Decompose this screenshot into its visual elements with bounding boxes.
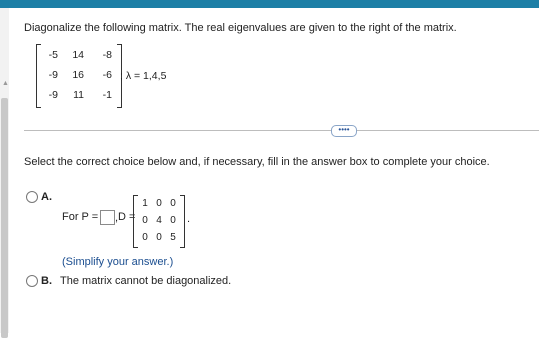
matrix-cell: -8 <box>102 49 112 61</box>
instruction-text: Select the correct choice below and, if necessary, fill in the answer box to complete your choice. <box>24 156 490 168</box>
d-matrix-left-bracket <box>133 195 138 248</box>
p-answer-box[interactable] <box>100 210 115 225</box>
option-b-radio[interactable] <box>26 275 38 287</box>
comma-separator: , <box>115 212 119 224</box>
d-matrix-cell: 4 <box>156 215 162 226</box>
d-matrix-cell: 0 <box>142 232 148 243</box>
scroll-up-arrow-icon[interactable]: ▲ <box>2 80 9 87</box>
matrix-cell: -6 <box>102 69 112 81</box>
given-matrix <box>36 44 122 108</box>
d-label: D = <box>118 211 136 223</box>
d-matrix-cell: 0 <box>170 215 176 226</box>
d-matrix-cell: 0 <box>156 232 162 243</box>
simplify-hint: (Simplify your answer.) <box>62 256 174 268</box>
d-matrix <box>133 195 185 247</box>
p-label: For P = <box>62 211 99 223</box>
scrollbar-thumb[interactable] <box>1 98 8 338</box>
option-b-label: B. <box>41 275 52 287</box>
d-matrix-cell: 0 <box>170 198 176 209</box>
question-prompt: Diagonalize the following matrix. The real eigenvalues are given to the right of the matrix. <box>24 22 457 34</box>
d-matrix-cell: 0 <box>156 198 162 209</box>
option-b-text: The matrix cannot be diagonalized. <box>60 275 232 287</box>
d-matrix-cell: 1 <box>142 198 148 209</box>
option-a-label: A. <box>41 191 52 203</box>
matrix-cell: -9 <box>48 69 58 81</box>
d-matrix-cell: 0 <box>142 215 148 226</box>
d-period: . <box>187 213 191 225</box>
d-matrix-right-bracket <box>180 195 185 248</box>
more-button[interactable]: •••• <box>331 125 357 137</box>
section-divider <box>24 130 539 131</box>
matrix-cell: -5 <box>48 49 58 61</box>
eigenvalues-text: ; λ = 1,4,5 <box>120 70 167 82</box>
matrix-cell: 16 <box>72 69 84 81</box>
left-scrollbar[interactable] <box>0 8 9 333</box>
matrix-cell: -1 <box>102 89 112 101</box>
top-header-bar <box>0 0 539 8</box>
d-matrix-cell: 5 <box>170 232 176 243</box>
option-a-radio[interactable] <box>26 191 38 203</box>
matrix-cell: 14 <box>72 49 84 61</box>
matrix-cell: -9 <box>48 89 58 101</box>
matrix-cell: 11 <box>73 89 84 101</box>
